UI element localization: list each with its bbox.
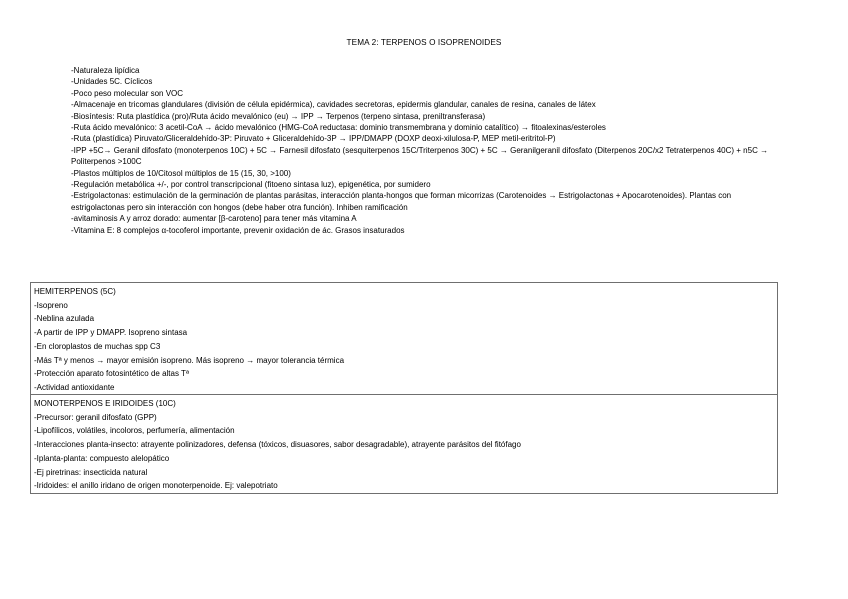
monoterpenos-item: -Iplanta-planta: compuesto alelopático xyxy=(34,453,170,463)
intro-item: -Vitamina E: 8 complejos α-tocoferol importante, prevenir oxidación de ác. Grasos insaturados xyxy=(71,225,405,235)
intro-item: -Plastos múltiplos de 10/Citosol múltiplos de 15 (15, 30, >100) xyxy=(71,168,291,178)
hemiterpenos-item: -A partir de IPP y DMAPP. Isopreno sintasa xyxy=(34,328,188,338)
intro-item: -Naturaleza lipídica xyxy=(71,66,140,75)
intro-item: -Estrigolactonas: estimulación de la germinación de plantas parásitas, interacción planta-hongos que forman micorrizas (Carotenoides → Estrigolactonas + Apocarotenoides). Plantas con estrigolactonas pero sin interacción con hongos (debe haber otra función). Inhiben ramificación xyxy=(71,191,732,212)
intro-item: -Regulación metabólica +/-, por control transcripcional (fitoeno sintasa luz), epigenética, por sumidero xyxy=(71,180,431,190)
intro-item: -Ruta ácido mevalónico: 3 acetil-CoA → ácido mevalónico (HMG-CoA reductasa: dominio transmembrana y dominio catalítico) → fitoalexinas/esteroles xyxy=(71,123,606,133)
intro-item: -Unidades 5C. Cíclicos xyxy=(71,77,153,87)
intro-item: -Biosíntesis: Ruta plastídica (pro)/Ruta ácido mevalónico (eu) → IPP → Terpenos (terpeno sintasa, preniltransferasa) xyxy=(71,111,486,121)
hemiterpenos-item: -Isopreno xyxy=(34,300,68,310)
monoterpenos-title: MONOTERPENOS E IRIDOIDES (10C) xyxy=(34,399,176,408)
intro-item: -Ruta (plastídica) Piruvato/Gliceraldehído-3P: Piruvato + Gliceraldehído-3P → IPP/DMAPP (DOXP deoxi-xilulosa-P, MEP metil-eritritol-P) xyxy=(71,134,556,144)
intro-item: -IPP +5C→ Geranil difosfato (monoterpenos 10C) + 5C → Farnesil difosfato (sesquiterpenos 15C/Triterpenos 30C) + 5C → Geranilgeranil difosfato (Diterpenos 20C/x2 Tetraterpenos 40C) + n5C → Politerpenos >100C xyxy=(71,145,769,167)
hemiterpenos-box xyxy=(30,282,778,395)
hemiterpenos-item: -Protección aparato fotosintético de altas Tª xyxy=(34,369,189,379)
monoterpenos-item: -Precursor: geranil difosfato (GPP) xyxy=(34,412,157,422)
monoterpenos-item: -Interacciones planta-insecto: atrayente polinizadores, defensa (tóxicos, disuasores, sabor desagradable), atrayente parásitos del fitófago xyxy=(34,440,521,450)
intro-list xyxy=(71,65,786,236)
intro-item: -Almacenaje en tricomas glandulares (división de célula epidérmica), cavidades secretoras, epidermis glandular, canales de resina, canales de látex xyxy=(71,100,596,110)
monoterpenos-item: -Ej piretrinas: insecticida natural xyxy=(34,467,148,477)
monoterpenos-box xyxy=(30,394,778,494)
hemiterpenos-item: -Más Tª y menos → mayor emisión isopreno. Más isopreno → mayor tolerancia térmica xyxy=(34,355,345,365)
monoterpenos-item: -Iridoides: el anillo iridano de origen monoterpenoide. Ej: valepotriato xyxy=(34,481,278,491)
hemiterpenos-title: HEMITERPENOS (5C) xyxy=(34,287,116,296)
intro-item: -avitaminosis A y arroz dorado: aumentar [β-caroteno] para tener más vitamina A xyxy=(71,214,357,224)
hemiterpenos-item: -En cloroplastos de muchas spp C3 xyxy=(34,341,161,351)
hemiterpenos-item: -Neblina azulada xyxy=(34,314,95,324)
monoterpenos-item: -Lipofílicos, volátiles, incoloros, perfumería, alimentación xyxy=(34,426,235,436)
document-title: TEMA 2: TERPENOS O ISOPRENOIDES xyxy=(346,38,502,47)
intro-item: -Poco peso molecular son VOC xyxy=(71,88,184,98)
hemiterpenos-item: -Actividad antioxidante xyxy=(34,382,115,392)
